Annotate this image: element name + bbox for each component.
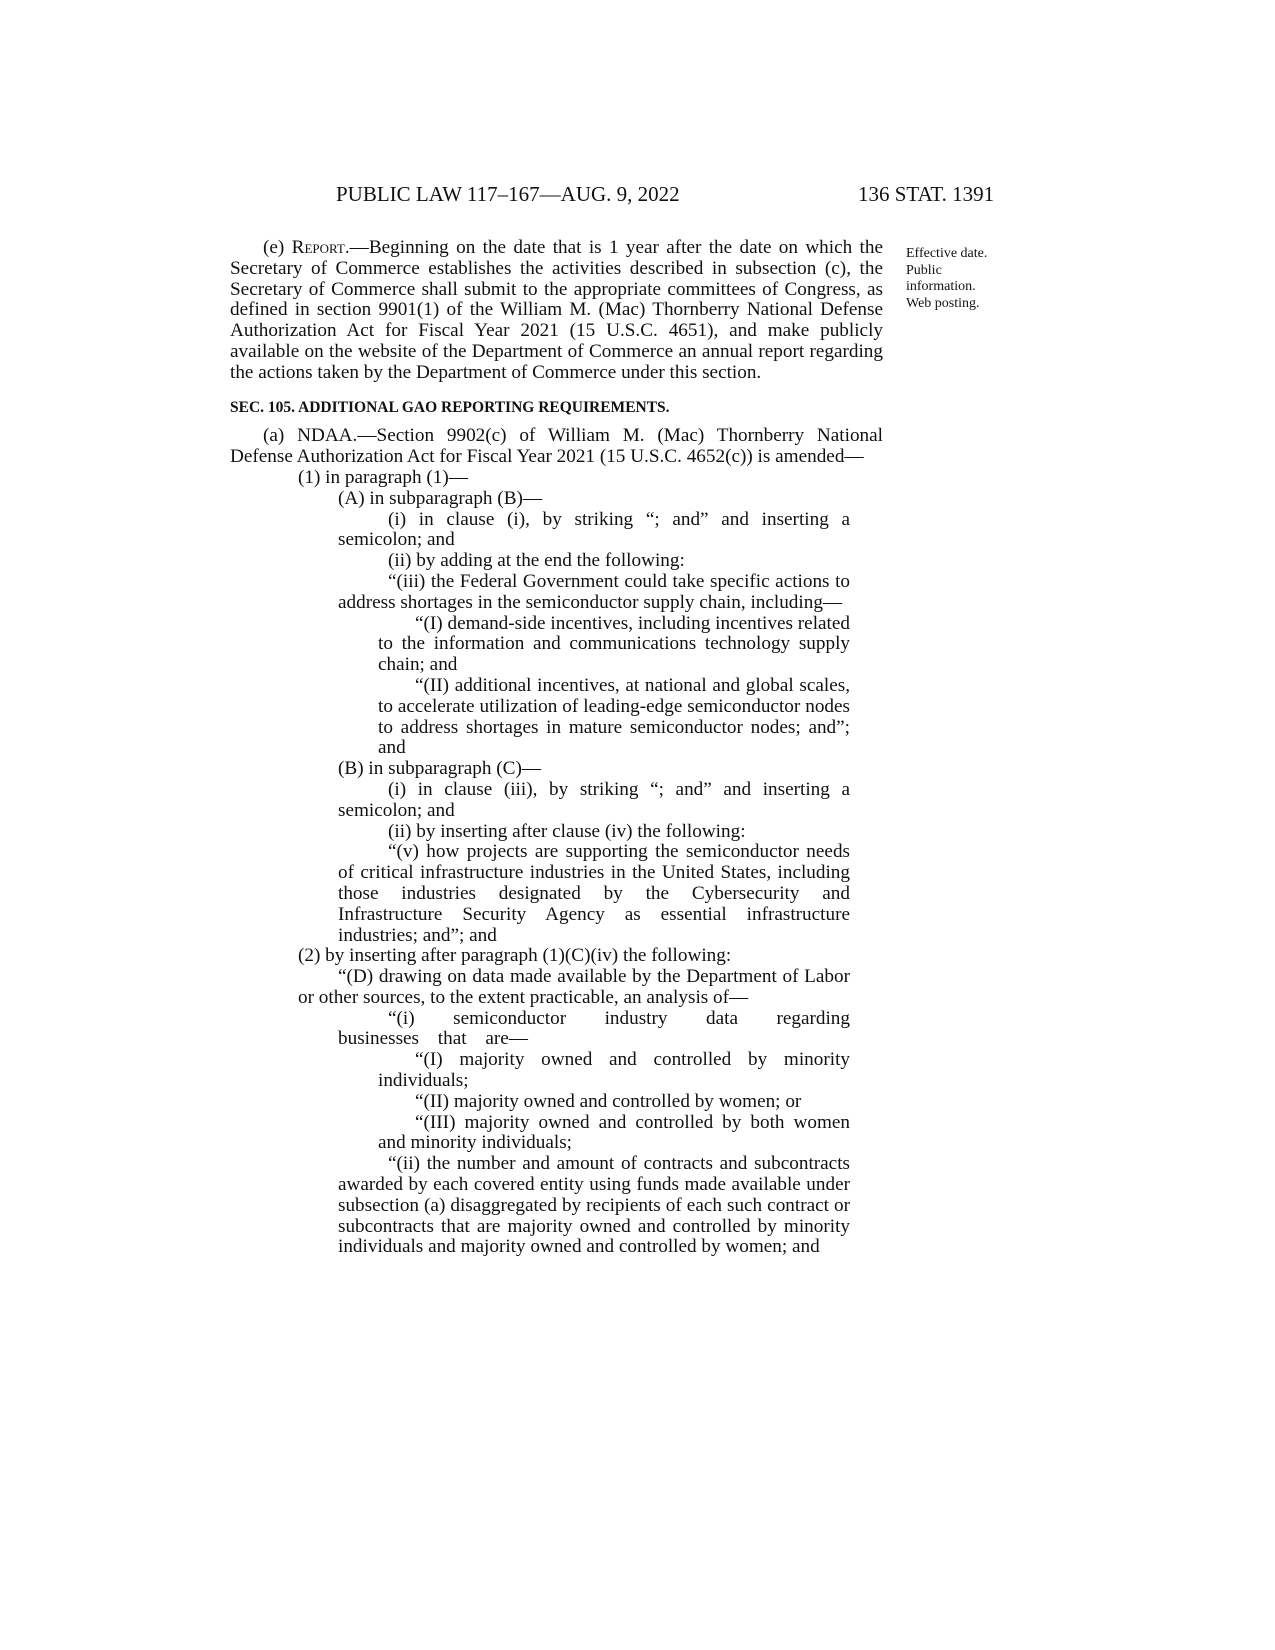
margin-note: Public [906,262,942,278]
subclause-II: “(II) additional incentives, at national and global scales, to accelerate utilization of leading-edge semiconductor nodes to address shortages in mature semiconductor nodes; and”; and [378,674,850,759]
margin-note: Effective date. [906,246,988,261]
running-header-title: PUBLIC LAW 117–167—AUG. 9, 2022 [336,182,680,206]
page-number: 136 STAT. 1391 [858,182,995,206]
subclause-I: “(I) demand-side incentives, including incentives related to the information and communications technology supply chain; and [378,612,850,676]
subclause-D-I: “(I) majority owned and controlled by minority individuals; [378,1049,850,1092]
clause-iii: “(iii) the Federal Government could take specific actions to address shortages in the semiconductor supply chain, including— [338,570,850,613]
margin-note: Web posting. [906,295,980,311]
subclause-D-III: “(III) majority owned and controlled by both women and minority individuals; [378,1111,850,1154]
clause-B-i: (i) in clause (iii), by striking “; and” and inserting a semicolon; and [338,778,850,821]
report-intro: (e) [263,237,292,258]
margin-note: information. [906,279,976,294]
clause-D-ii: “(ii) the number and amount of contracts and subcontracts awarded by each covered entity using funds made available under subsection (a) disaggregated by recipients of each such contract or subcontracts that are majority owned and controlled by minority individuals and majority owned and controlled by women; and [338,1153,850,1258]
clause-i: (i) in clause (i), by striking “; and” and inserting a semicolon; and [338,508,850,551]
paragraph-1: (1) in paragraph (1)— [298,466,468,488]
subparagraph-D: “(D) drawing on data made available by the Department of Labor or other sources, to the extent practicable, an analysis of— [298,966,850,1008]
paragraph-2: (2) by inserting after paragraph (1)(C)(iv) the following: [298,945,732,967]
clause-D-i: “(i) semiconductor industry data regarding businesses that are— [338,1007,850,1050]
clause-B-v: “(v) how projects are supporting the semiconductor needs of critical infrastructure industries in the United States, including those industries designated by the Cybersecurity and Infrastructure Security Agency as essential infrastructure industries; and”; and [338,841,850,946]
report-heading: Report [291,237,345,258]
paragraph-a: (a) NDAA.—Section 9902(c) of William M. (Mac) Thornberry National Defense Authorization Act for Fiscal Year 2021 (15 U.S.C. 4652(c)) is amended— [230,425,883,468]
subparagraph-B: (B) in subparagraph (C)— [338,758,542,780]
document-body [0,238,1275,1258]
clause-B-ii: (ii) by inserting after clause (iv) the following: [388,820,746,842]
report-paragraph [230,238,883,384]
report-text: .—Beginning on the date that is 1 year after the date on which the Secretary of Commerce establishes the activities described in subsection (c), the Secretary of Commerce shall submit to the appropriate committees of Congress, as defined in section 9901(1) of the William M. (Mac) Thornberry National Defense Authorization Act for Fiscal Year 2021 (15 U.S.C. 4651), and make publicly available on the website of the Department of Commerce an annual report regarding the actions taken by the Department of Commerce under this section. [230,237,883,383]
section-heading: SEC. 105. ADDITIONAL GAO REPORTING REQUIREMENTS. [230,398,670,416]
subclause-D-II: “(II) majority owned and controlled by women; or [415,1090,802,1112]
subparagraph-A: (A) in subparagraph (B)— [338,487,543,509]
clause-ii: (ii) by adding at the end the following: [388,550,685,572]
